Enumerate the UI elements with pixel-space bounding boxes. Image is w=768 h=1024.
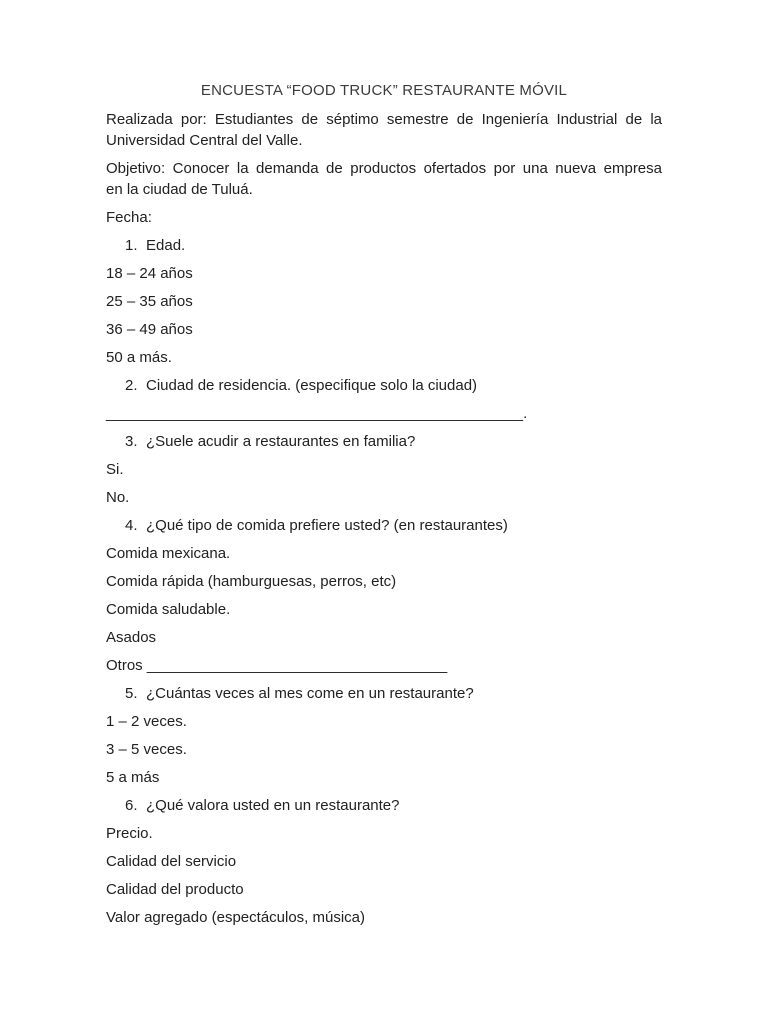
option-comida-saludable: Comida saludable. — [106, 601, 231, 618]
option-3-5-veces: 3 – 5 veces. — [106, 741, 187, 758]
question-text: Edad. — [146, 237, 186, 254]
question-number: 5. — [125, 685, 138, 702]
question-4-tipo-comida — [106, 515, 662, 536]
question-6-valora — [106, 795, 662, 816]
question-text: ¿Qué tipo de comida prefiere usted? (en restaurantes) — [146, 517, 508, 534]
question-2-ciudad — [106, 375, 662, 396]
option-age-36-49: 36 – 49 años — [106, 321, 193, 338]
question-number: 6. — [125, 797, 138, 814]
question-1-edad — [106, 235, 662, 256]
option-1-2-veces: 1 – 2 veces. — [106, 713, 187, 730]
paragraph-line: Universidad Central del Valle. — [106, 132, 303, 149]
document-title: ENCUESTA “FOOD TRUCK” RESTAURANTE MÓVIL — [200, 82, 568, 99]
question-text: ¿Suele acudir a restaurantes en familia? — [146, 433, 416, 450]
question-number: 4. — [125, 517, 138, 534]
option-comida-mexicana: Comida mexicana. — [106, 545, 231, 562]
question-5-veces-mes — [106, 683, 662, 704]
fill-in-blank-line: __________________________________________________. — [106, 405, 528, 422]
option-calidad-producto: Calidad del producto — [106, 881, 244, 898]
question-text: Ciudad de residencia. (especifique solo la ciudad) — [146, 377, 478, 394]
option-asados: Asados — [106, 629, 157, 646]
option-otros-blank: Otros ____________________________________ — [106, 657, 448, 674]
question-3-familia — [106, 431, 662, 452]
question-text: ¿Cuántas veces al mes come en un restaurante? — [146, 685, 474, 702]
paragraph-line: Realizada por: Estudiantes de séptimo semestre de Ingeniería Industrial de la — [106, 111, 662, 128]
realizada-paragraph — [106, 109, 662, 151]
option-precio: Precio. — [106, 825, 153, 842]
question-text: ¿Qué valora usted en un restaurante? — [146, 797, 400, 814]
question-number: 3. — [125, 433, 138, 450]
paragraph-line: Objetivo: Conocer la demanda de productos ofertados por una nueva empresa — [106, 160, 662, 177]
question-number: 1. — [125, 237, 138, 254]
paragraph-line: en la ciudad de Tuluá. — [106, 181, 253, 198]
option-age-18-24: 18 – 24 años — [106, 265, 193, 282]
option-5-a-mas: 5 a más — [106, 769, 160, 786]
objetivo-paragraph — [106, 158, 662, 200]
option-si: Si. — [106, 461, 124, 478]
option-no: No. — [106, 489, 130, 506]
question-number: 2. — [125, 377, 138, 394]
option-comida-rapida: Comida rápida (hamburguesas, perros, etc) — [106, 573, 397, 590]
option-calidad-servicio: Calidad del servicio — [106, 853, 237, 870]
option-age-50-mas: 50 a más. — [106, 349, 172, 366]
fecha-label: Fecha: — [106, 209, 152, 226]
option-valor-agregado: Valor agregado (espectáculos, música) — [106, 909, 366, 926]
option-age-25-35: 25 – 35 años — [106, 293, 193, 310]
